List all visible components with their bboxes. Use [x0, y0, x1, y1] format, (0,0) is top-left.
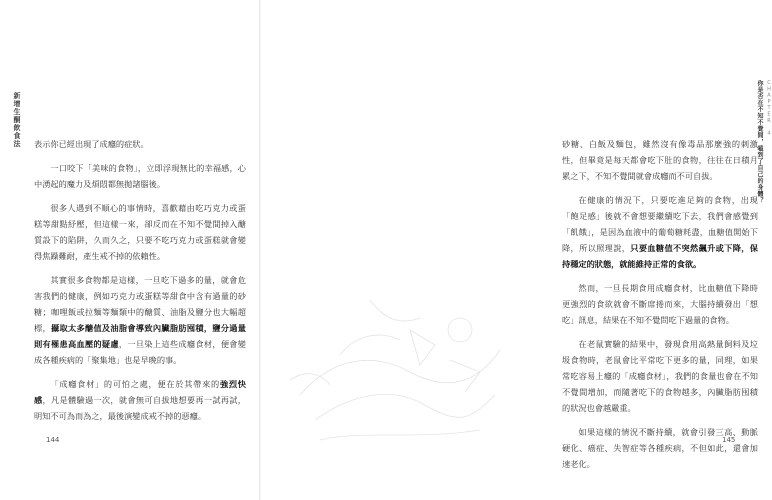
text-segment: 一口咬下「美味的食物」，立即浮現無比的幸福感，心中湧起的魔力及煩悶都無拋諸腦後。	[34, 163, 246, 189]
text-segment: 然而，一旦長期食用成癮食材，比血糖值下降時更強烈的食欲就會不斷席捲而來，大腦持續發出「想吃」訊息，結果在不知不覺問吃下過量的食物。	[562, 283, 758, 325]
text-segment: 表示你已經出現了成癮的症狀。	[34, 139, 149, 149]
text-segment: 「成癮食材」的可怕之處，便在於其帶來的	[50, 379, 220, 389]
chapter-title: 你是否在不知不覺間，嗑到了自己的身體？	[756, 80, 763, 204]
text-segment: 在老鼠實驗的結果中，發現食用高熱量飼料及垃圾食物時，老鼠會比平常吃下更多的量，同理，如果常吃容易上癮的「成癮食材」，我們的食量也會在不知不覺間增加，而隨著吃下的食物越多，內臟脂肪囤積的狀況也會越嚴重。	[562, 339, 758, 413]
right-body-text	[562, 136, 758, 472]
decorative-sketch-illustration	[260, 0, 520, 500]
text-segment: 如果這樣的情況不斷持續，就會引發三高、動脈硬化、癌症、失智症等各種疾病，不但如此，還會加速老化。	[562, 427, 758, 469]
emphasized-text: 攝取太多醣值及油脂會導致內臟脂肪囤積，鹽分過量則有罹患高血壓的疑慮	[34, 323, 246, 349]
text-segment: 砂糖、白飯及麵包，雖然沒有像毒品那麼強的刺激性，但畢竟是每天都會吃下肚的食物，往往在日積月累之下，不知不覺間就會成癮而不可自拔。	[562, 139, 758, 181]
left-page-number: 144	[46, 436, 60, 444]
paragraph	[562, 192, 758, 272]
text-segment: 在健康的情況下，只要吃進足夠的食物，出現「飽足感」後就不會想要繼續吃下去，我們會感覺到「飢餓」，是因為血液中的葡萄糖耗盡，血糖值開始下降，所以照理說，	[562, 195, 758, 253]
text-segment: ，一旦染上這些成癮食材，便會變成各種疾病的「聚集地」也是早晚的事。	[34, 339, 246, 365]
emphasized-text: 只要血糖值不突然飆升或下降，保持穩定的狀態，就能維持正常的食欲。	[562, 243, 758, 269]
left-body-text	[34, 136, 246, 424]
paragraph	[34, 200, 246, 264]
text-segment: 很多人遇到不順心的事情時，喜歡藉由吃巧克力或蛋糕等甜點紓壓，但這樣一來，卻反而在不知不覺間掉入醣質設下的陷阱，久而久之，只要不吃巧克力或蛋糕就會變得焦躁難耐，產生戒不掉的依賴性。	[34, 203, 246, 261]
paragraph	[34, 160, 246, 192]
paragraph	[562, 336, 758, 416]
right-page	[260, 0, 772, 500]
text-segment: ，凡是體驗過一次，就會無可自拔地想要再一試再試，明知不可為而為之，最後演變成戒不掉的惡癮。	[34, 395, 246, 421]
paragraph	[34, 376, 246, 424]
right-page-number: 145	[722, 436, 736, 444]
left-running-head: 新增生酮飲食法	[13, 92, 21, 148]
paragraph	[562, 280, 758, 328]
chapter-label: CHAPTER 4	[766, 80, 772, 137]
paragraph	[562, 136, 758, 184]
paragraph	[34, 272, 246, 368]
text-segment: 其實很多食物都是這樣，一旦吃下過多的量，就會危害我們的健康，例如巧克力或蛋糕等甜食中含有過量的砂糖；咖哩飯或拉麵等麵類中的醣質、油脂及鹽分也大幅超標，	[34, 275, 246, 333]
left-page	[0, 0, 260, 500]
emphasized-text: 強烈快感	[34, 379, 246, 405]
paragraph	[34, 136, 246, 152]
paragraph	[562, 424, 758, 472]
